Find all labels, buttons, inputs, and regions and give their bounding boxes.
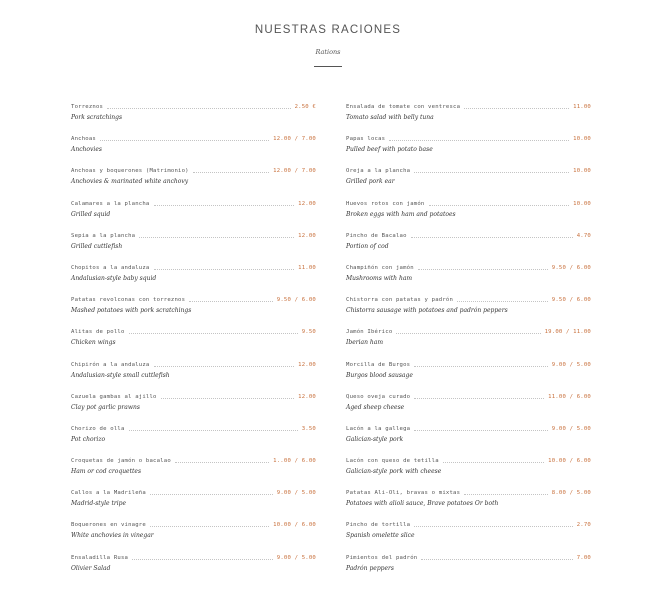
menu-item-row [346, 231, 591, 240]
menu-item-name: Cazuela gambas al ajillo [71, 393, 157, 400]
menu-item-price: 3.50 [301, 425, 316, 432]
menu-item-description: Galician-style pork with cheese [346, 468, 442, 476]
menu-item-name: Champiñón con jamón [346, 264, 414, 271]
dotted-leader [161, 398, 295, 399]
menu-item [71, 166, 316, 198]
dotted-leader [389, 140, 569, 141]
menu-item-row [346, 360, 591, 369]
menu-item-name: Lacón con queso de tetilla [346, 458, 439, 465]
menu-item-description: Portion of cod [346, 242, 389, 250]
menu-item-price: 11.00 / 6.00 [548, 393, 591, 400]
menu-item-description: Clay pot garlic prawns [71, 403, 140, 411]
menu-item-row [346, 102, 591, 111]
dotted-leader [443, 462, 544, 463]
menu-item-price: 9.00 / 5.00 [276, 554, 316, 561]
menu-item-name: Ensaladilla Rusa [71, 554, 129, 561]
menu-item-description: Burgos blood sausage [346, 371, 413, 379]
menu-item [71, 295, 316, 327]
menu-item [346, 231, 591, 263]
menu-item-description: Mashed potatoes with pork scratchings [71, 307, 192, 315]
menu-item [346, 392, 591, 424]
menu-item-row [71, 134, 316, 143]
menu-item-description: Padrón peppers [346, 564, 395, 572]
page-title: NUESTRAS RACIONES [254, 24, 402, 36]
menu-item-name: Pincho de tortilla [346, 522, 411, 529]
menu-item-price: 1..00 / 6.00 [273, 458, 316, 465]
dotted-leader [132, 559, 273, 560]
menu-item-row [71, 199, 316, 208]
menu-item-description: Chicken wings [71, 339, 116, 347]
dotted-leader [418, 269, 548, 270]
dotted-leader [464, 108, 569, 109]
menu-item-description: Tomato salad with belly tuna [346, 114, 434, 121]
menu-item-price: 9.50 / 6.00 [276, 297, 316, 304]
menu-item-name: Jamón Ibérico [346, 329, 393, 336]
menu-item-price: 10.00 [573, 200, 591, 207]
menu-item-row [346, 199, 591, 208]
menu-item-row [346, 392, 591, 401]
dotted-leader [429, 205, 570, 206]
menu-item-description: Galician-style pork [346, 435, 404, 443]
menu-item-row [346, 295, 591, 304]
dotted-leader [154, 205, 295, 206]
menu-item-row [71, 456, 316, 465]
menu-item-price: 10.00 [573, 168, 591, 175]
menu-item-description: Madrid-style tripe [71, 500, 127, 508]
menu-item-name: Sepia a la plancha [71, 232, 136, 239]
menu-item-price: 19.00 / 11.00 [544, 329, 591, 336]
menu-item-name: Anchoas y boquerones (Matrimonio) [71, 168, 189, 175]
menu-item-description: Broken eggs with ham and potatoes [346, 210, 456, 218]
menu-item [346, 360, 591, 392]
menu-item-price: 12.00 [298, 361, 316, 368]
menu-item [346, 327, 591, 359]
menu-item [71, 327, 316, 359]
menu-item-description: Spanish omelette slice [346, 532, 415, 540]
menu-item-row [346, 263, 591, 272]
menu-item-price: 4.70 [576, 232, 591, 239]
menu-item-description: Potatoes with alioli sauce, Brave potatoes Or both [346, 500, 499, 508]
menu-item-description: Grilled cuttlefish [71, 242, 123, 250]
menu-item-name: Chistorra con patatas y padrón [346, 297, 454, 304]
menu-item-description: Pot chorizo [71, 435, 106, 443]
menu-item-price: 10.00 / 6.00 [548, 458, 591, 465]
menu-item-price: 2.70 [576, 522, 591, 529]
menu-item [71, 456, 316, 488]
menu-item-description: Anchovies & marinated white anchovy [71, 178, 189, 186]
menu-item-row [71, 424, 316, 433]
menu-item [71, 199, 316, 231]
dotted-leader [154, 366, 295, 367]
menu-item-name: Pimientos del padrón [346, 554, 418, 561]
menu-item-price: 12.00 / 7.00 [273, 168, 316, 175]
menu-item-row [346, 166, 591, 175]
dotted-leader [457, 301, 548, 302]
menu-item-description: Andalusian-style baby squid [71, 274, 157, 282]
menu-item [346, 520, 591, 552]
menu-item-row [71, 166, 316, 175]
menu-item-price: 7.00 [576, 554, 591, 561]
menu-item-price: 9.00 / 5.00 [551, 361, 591, 368]
dotted-leader [175, 462, 269, 463]
menu-item-row [346, 553, 591, 562]
menu-item-price: 8.00 / 5.00 [551, 490, 591, 497]
menu-item-price: 9.00 / 5.00 [551, 425, 591, 432]
dotted-leader [154, 269, 295, 270]
dotted-leader [414, 526, 572, 527]
menu-item [71, 102, 316, 134]
menu-item-description: Olivier Salad [71, 564, 111, 572]
menu-item-row [346, 456, 591, 465]
menu-item-price: 10.00 [573, 136, 591, 143]
menu-item-price: 12.00 / 7.00 [273, 136, 316, 143]
menu-item [346, 263, 591, 295]
menu-item-row [71, 488, 316, 497]
dotted-leader [189, 301, 273, 302]
menu-item-name: Patatas revolconas con torreznos [71, 297, 186, 304]
menu-item-price: 9.50 [301, 329, 316, 336]
left-menu-column [71, 102, 316, 585]
menu-item-name: Pincho de Bacalao [346, 232, 407, 239]
menu-item-name: Callos a la Madrileña [71, 490, 146, 497]
menu-item [71, 488, 316, 520]
menu-item [346, 134, 591, 166]
menu-item-price: 12.00 [298, 200, 316, 207]
menu-item-name: Patatas Ali-Oli, bravas o mixtas [346, 490, 461, 497]
menu-item-name: Croquetas de jamón o bacalao [71, 458, 171, 465]
menu-item-row [71, 392, 316, 401]
menu-item-price: 11.00 [298, 264, 316, 271]
menu-item-row [71, 553, 316, 562]
dotted-leader [414, 366, 548, 367]
page-subtitle: Rations [315, 48, 341, 56]
menu-item-name: Morcilla de Burgos [346, 361, 411, 368]
menu-item-name: Alitas de pollo [71, 329, 125, 336]
dotted-leader [414, 398, 544, 399]
menu-item-name: Chipirón a la andaluza [71, 361, 150, 368]
menu-item-name: Boquerones en vinagre [71, 522, 146, 529]
menu-item-description: Grilled squid [71, 210, 111, 218]
right-menu-column [346, 102, 591, 585]
menu-item-name: Queso oveja curado [346, 393, 411, 400]
menu-item [71, 520, 316, 552]
menu-item-price: 9.50 / 6.00 [551, 297, 591, 304]
dotted-leader [100, 140, 269, 141]
menu-item-name: Ensalada de tomate con ventresca [346, 104, 461, 110]
menu-item [71, 360, 316, 392]
menu-item-name: Calamares a la plancha [71, 200, 150, 207]
menu-item-description: White anchovies in vinegar [71, 532, 154, 540]
menu-item-price: 10.00 / 6.00 [273, 522, 316, 529]
menu-item [346, 166, 591, 198]
menu-item-price: 11.00 [573, 104, 591, 110]
menu-item-price: 12.00 [298, 393, 316, 400]
menu-item-name: Lacón a la gallega [346, 425, 411, 432]
menu-item [346, 295, 591, 327]
menu-item-row [346, 520, 591, 529]
menu-item-row [346, 488, 591, 497]
menu-item-price: 2.50 € [294, 104, 316, 110]
menu-item [346, 488, 591, 520]
dotted-leader [411, 237, 573, 238]
menu-item-name: Chorizo de olla [71, 425, 125, 432]
menu-item [71, 263, 316, 295]
menu-item-name: Oreja a la plancha [346, 168, 411, 175]
title-divider [314, 66, 342, 67]
menu-item-row [71, 327, 316, 336]
dotted-leader [129, 333, 298, 334]
menu-item-description: Ham or cod croquettes [71, 468, 142, 476]
menu-header [0, 22, 656, 67]
menu-item-row [346, 424, 591, 433]
menu-item [71, 231, 316, 263]
menu-item-row [346, 327, 591, 336]
dotted-leader [414, 430, 548, 431]
dotted-leader [396, 333, 540, 334]
menu-item-description: Iberian ham [346, 339, 384, 347]
menu-item-row [71, 360, 316, 369]
menu-item-price: 12.00 [298, 232, 316, 239]
menu-item-row [71, 520, 316, 529]
dotted-leader [150, 494, 273, 495]
dotted-leader [414, 172, 569, 173]
menu-item-row [71, 231, 316, 240]
menu-item-description: Chistorra sausage with potatoes and padrón peppers [346, 307, 508, 315]
dotted-leader [464, 494, 548, 495]
menu-item-row [346, 134, 591, 143]
menu-item-description: Pulled beef with potato base [346, 146, 433, 154]
menu-item-description: Grilled pork ear [346, 178, 395, 186]
menu-item [71, 134, 316, 166]
menu-item-price: 9.00 / 5.00 [276, 490, 316, 497]
menu-item-description: Aged sheep cheese [346, 403, 405, 411]
menu-item [346, 199, 591, 231]
menu-item [346, 424, 591, 456]
menu-item-name: Torreznos [71, 104, 104, 110]
menu-item-name: Papas locas [346, 136, 386, 143]
dotted-leader [421, 559, 572, 560]
menu-item-name: Anchoas [71, 136, 96, 143]
menu-item [71, 392, 316, 424]
dotted-leader [139, 237, 294, 238]
menu-item [71, 424, 316, 456]
menu-item-row [71, 263, 316, 272]
menu-item-price: 9.50 / 6.00 [551, 264, 591, 271]
menu-item [346, 553, 591, 585]
menu-item-description: Andalusian-style small cuttlefish [71, 371, 170, 379]
dotted-leader [107, 108, 290, 109]
menu-item [346, 456, 591, 488]
menu-item-description: Mushrooms with ham [346, 274, 413, 282]
menu-item [346, 102, 591, 134]
menu-item-name: Chopitos a la andaluza [71, 264, 150, 271]
menu-item-description: Pork scratchings [71, 114, 123, 121]
menu-item-name: Huevos rotos con jamón [346, 200, 425, 207]
dotted-leader [129, 430, 298, 431]
menu-item [71, 553, 316, 585]
dotted-leader [193, 172, 269, 173]
dotted-leader [150, 526, 269, 527]
menu-item-row [71, 295, 316, 304]
menu-item-description: Anchovies [71, 146, 102, 154]
menu-item-row [71, 102, 316, 111]
